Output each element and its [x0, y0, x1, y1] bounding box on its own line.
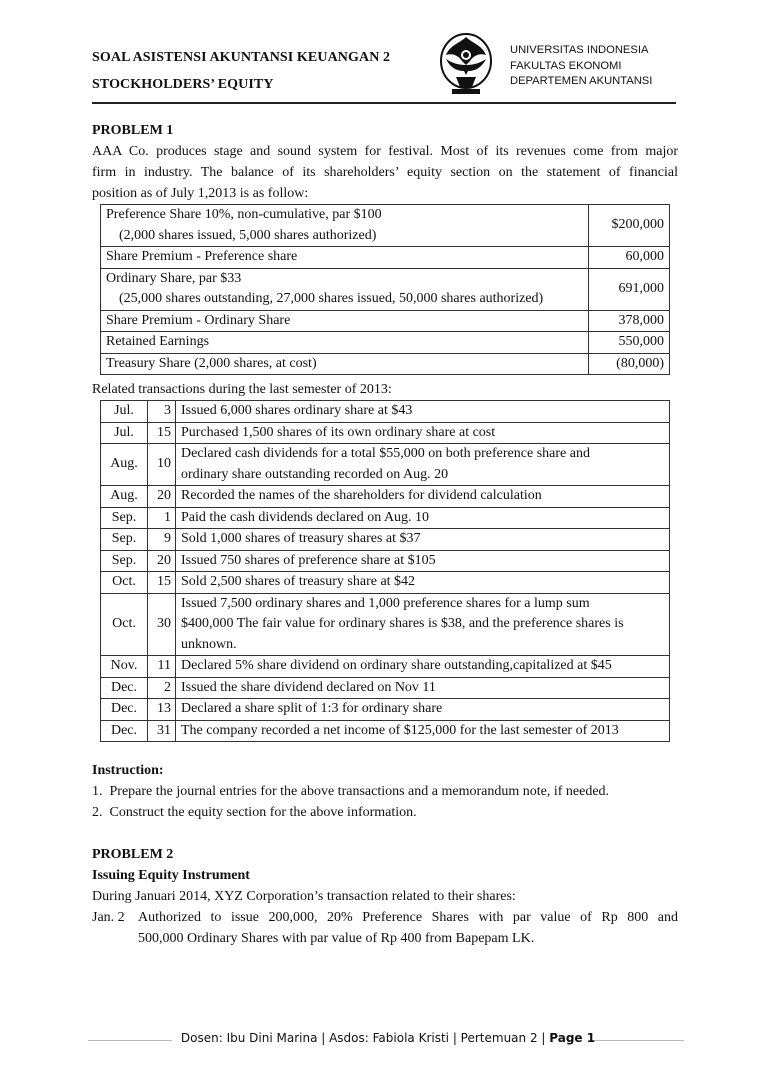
- transaction-description: [176, 593, 670, 656]
- table-row: [101, 507, 670, 529]
- transaction-month: Sep.: [101, 550, 148, 572]
- transaction-description-line: Issued 6,000 shares ordinary share at $43: [181, 403, 413, 418]
- balance-label: Treasury Share (2,000 shares, at cost): [101, 353, 589, 375]
- transaction-description-line: $400,000 The fair value for ordinary shares is $38, and the preference shares is: [181, 616, 624, 631]
- table-row: [101, 422, 670, 444]
- transaction-description: [176, 486, 670, 508]
- table-row: [101, 444, 670, 486]
- transaction-day: 15: [148, 572, 176, 594]
- transaction-description-line: Sold 2,500 shares of treasury share at $42: [181, 574, 416, 589]
- balance-label-line: Ordinary Share, par $33: [106, 270, 242, 286]
- problem1-intro-line: position as of July 1,2013 is as follow:: [92, 186, 309, 201]
- transaction-description-line: Paid the cash dividends declared on Aug. 10: [181, 509, 430, 525]
- transaction-description: [176, 699, 670, 721]
- spacer: [92, 742, 678, 760]
- balance-amount: (80,000): [589, 353, 670, 375]
- transaction-description: [176, 529, 670, 551]
- table-row: [101, 529, 670, 551]
- transaction-day: 31: [148, 720, 176, 742]
- transaction-description-line: Recorded the names of the shareholders for dividend calculation: [181, 488, 542, 503]
- balance-label: Retained Earnings: [101, 332, 589, 354]
- footer-rule-right: [592, 1040, 684, 1041]
- transaction-description: [176, 677, 670, 699]
- instruction-item: 1. Prepare the journal entries for the above transactions and a memorandum note, if needed.: [92, 784, 610, 799]
- transaction-description: [176, 422, 670, 444]
- transactions-intro: Related transactions during the last semester of 2013:: [92, 382, 392, 397]
- spacer: [92, 823, 678, 844]
- problem1-intro-line: AAA Co. produces stage and sound system for festival. Most of its revenues come from major: [92, 144, 678, 159]
- footer-text: [174, 1031, 602, 1045]
- instruction-title: Instruction:: [92, 763, 164, 778]
- table-row: [101, 699, 670, 721]
- transaction-description-line: Declared a share split of 1:3 for ordinary share: [181, 701, 443, 716]
- transaction-day: 13: [148, 699, 176, 721]
- transaction-month: Dec.: [101, 677, 148, 699]
- transaction-description-line: Issued the share dividend declared on Nov 11: [181, 679, 436, 695]
- header-course-title: SOAL ASISTENSI AKUNTANSI KEUANGAN 2: [92, 50, 391, 65]
- transaction-day: 9: [148, 529, 176, 551]
- transaction-description: [176, 656, 670, 678]
- transaction-day: 20: [148, 486, 176, 508]
- table-row: [101, 353, 670, 375]
- balance-label: Share Premium - Ordinary Share: [101, 310, 589, 332]
- problem2-entry: [92, 907, 678, 949]
- header-faculty: FAKULTAS EKONOMI: [510, 59, 622, 72]
- balance-amount: 60,000: [589, 247, 670, 269]
- transaction-description: [176, 401, 670, 423]
- equity-balance-table: [100, 204, 670, 375]
- transaction-day: 30: [148, 593, 176, 656]
- transaction-description-line: The company recorded a net income of $125,000 for the last semester of 2013: [181, 722, 619, 738]
- table-row: [101, 268, 670, 310]
- header-department: DEPARTEMEN AKUNTANSI: [510, 75, 653, 87]
- header-university: UNIVERSITAS INDONESIA: [510, 44, 649, 56]
- table-row: [101, 593, 670, 656]
- table-row: [101, 401, 670, 423]
- transaction-description-line: Purchased 1,500 shares of its own ordinary share at cost: [181, 424, 496, 440]
- transaction-month: Jul.: [101, 401, 148, 423]
- balance-label: [101, 205, 589, 247]
- footer-rule-left: [88, 1040, 172, 1041]
- instruction-item: 2. Construct the equity section for the above information.: [92, 805, 417, 820]
- transaction-month: Aug.: [101, 486, 148, 508]
- table-row: [101, 572, 670, 594]
- transaction-description-line: Sold 1,000 shares of treasury shares at $37: [181, 531, 421, 546]
- problem2-entry-date: Jan. 2: [92, 910, 125, 925]
- transaction-description-line: Declared cash dividends for a total $55,000 on both preference share and: [181, 446, 590, 461]
- footer-credits: Dosen: Ibu Dini Marina | Asdos: Fabiola Kristi | Pertemuan 2 |: [180, 1031, 550, 1045]
- problem1-intro: [92, 141, 678, 204]
- transaction-day: 2: [148, 677, 176, 699]
- transaction-day: 1: [148, 507, 176, 529]
- transaction-month: Oct.: [101, 572, 148, 594]
- balance-label-line: Preference Share 10%, non-cumulative, par $100: [106, 207, 382, 222]
- transaction-day: 15: [148, 422, 176, 444]
- problem2-subtitle: Issuing Equity Instrument: [92, 868, 250, 883]
- transaction-month: Sep.: [101, 507, 148, 529]
- balance-amount: 550,000: [589, 332, 670, 354]
- table-row: [101, 205, 670, 247]
- transaction-description-line: Issued 7,500 ordinary shares and 1,000 preference shares for a lump sum: [181, 595, 590, 611]
- transaction-description: [176, 550, 670, 572]
- footer-page-number: Page 1: [549, 1031, 596, 1045]
- transaction-description: [176, 572, 670, 594]
- table-row: [101, 677, 670, 699]
- transaction-description-line: Declared 5% share dividend on ordinary share outstanding,capitalized at $45: [181, 658, 612, 673]
- transaction-description: [176, 720, 670, 742]
- problem1-title: PROBLEM 1: [92, 123, 174, 138]
- balance-amount: 378,000: [589, 310, 670, 332]
- transaction-month: Nov.: [101, 656, 148, 678]
- table-row: [101, 486, 670, 508]
- page-content: [92, 120, 678, 949]
- problem1-intro-line: firm in industry. The balance of its shareholders’ equity section on the statement of financial: [92, 165, 678, 180]
- problem2-title: PROBLEM 2: [92, 847, 174, 862]
- balance-label-detail: (2,000 shares issued, 5,000 shares authorized): [119, 227, 377, 243]
- problem2-entry-line: Authorized to issue 200,000, 20% Preference Shares with par value of Rp 800 and: [138, 910, 678, 925]
- transaction-month: Jul.: [101, 422, 148, 444]
- balance-label: Share Premium - Preference share: [101, 247, 589, 269]
- page-footer: [88, 1028, 684, 1052]
- table-row: [101, 550, 670, 572]
- transaction-description-line: unknown.: [181, 636, 237, 652]
- table-row: [101, 332, 670, 354]
- transaction-description: [176, 507, 670, 529]
- problem2-entry-line: 500,000 Ordinary Shares with par value of Rp 400 from Bapepam LK.: [138, 931, 535, 946]
- table-row: [101, 656, 670, 678]
- transaction-day: 20: [148, 550, 176, 572]
- header-topic-title: STOCKHOLDERS’ EQUITY: [92, 77, 274, 92]
- problem2-entry-text: [138, 907, 678, 949]
- table-row: [101, 247, 670, 269]
- table-row: [101, 310, 670, 332]
- header-title-block: [92, 44, 390, 98]
- transaction-description: [176, 444, 670, 486]
- problem2-intro: During Januari 2014, XYZ Corporation’s transaction related to their shares:: [92, 889, 516, 904]
- transaction-month: Oct.: [101, 593, 148, 656]
- transaction-month: Dec.: [101, 720, 148, 742]
- transaction-month: Sep.: [101, 529, 148, 551]
- transaction-description-line: ordinary share outstanding recorded on Aug. 20: [181, 466, 449, 482]
- transactions-table: [100, 400, 670, 742]
- table-row: [101, 720, 670, 742]
- page-header: [92, 44, 676, 104]
- balance-label: [101, 268, 589, 310]
- transaction-day: 11: [148, 656, 176, 678]
- balance-amount: 691,000: [589, 268, 670, 310]
- transaction-month: Dec.: [101, 699, 148, 721]
- balance-label-detail: (25,000 shares outstanding, 27,000 shares issued, 50,000 shares authorized): [119, 291, 544, 306]
- balance-amount: $200,000: [589, 205, 670, 247]
- transaction-day: 3: [148, 401, 176, 423]
- transaction-month: Aug.: [101, 444, 148, 486]
- header-institution-block: [510, 43, 652, 90]
- transaction-description-line: Issued 750 shares of preference share at $105: [181, 552, 436, 568]
- university-seal-icon: [438, 31, 494, 99]
- transaction-day: 10: [148, 444, 176, 486]
